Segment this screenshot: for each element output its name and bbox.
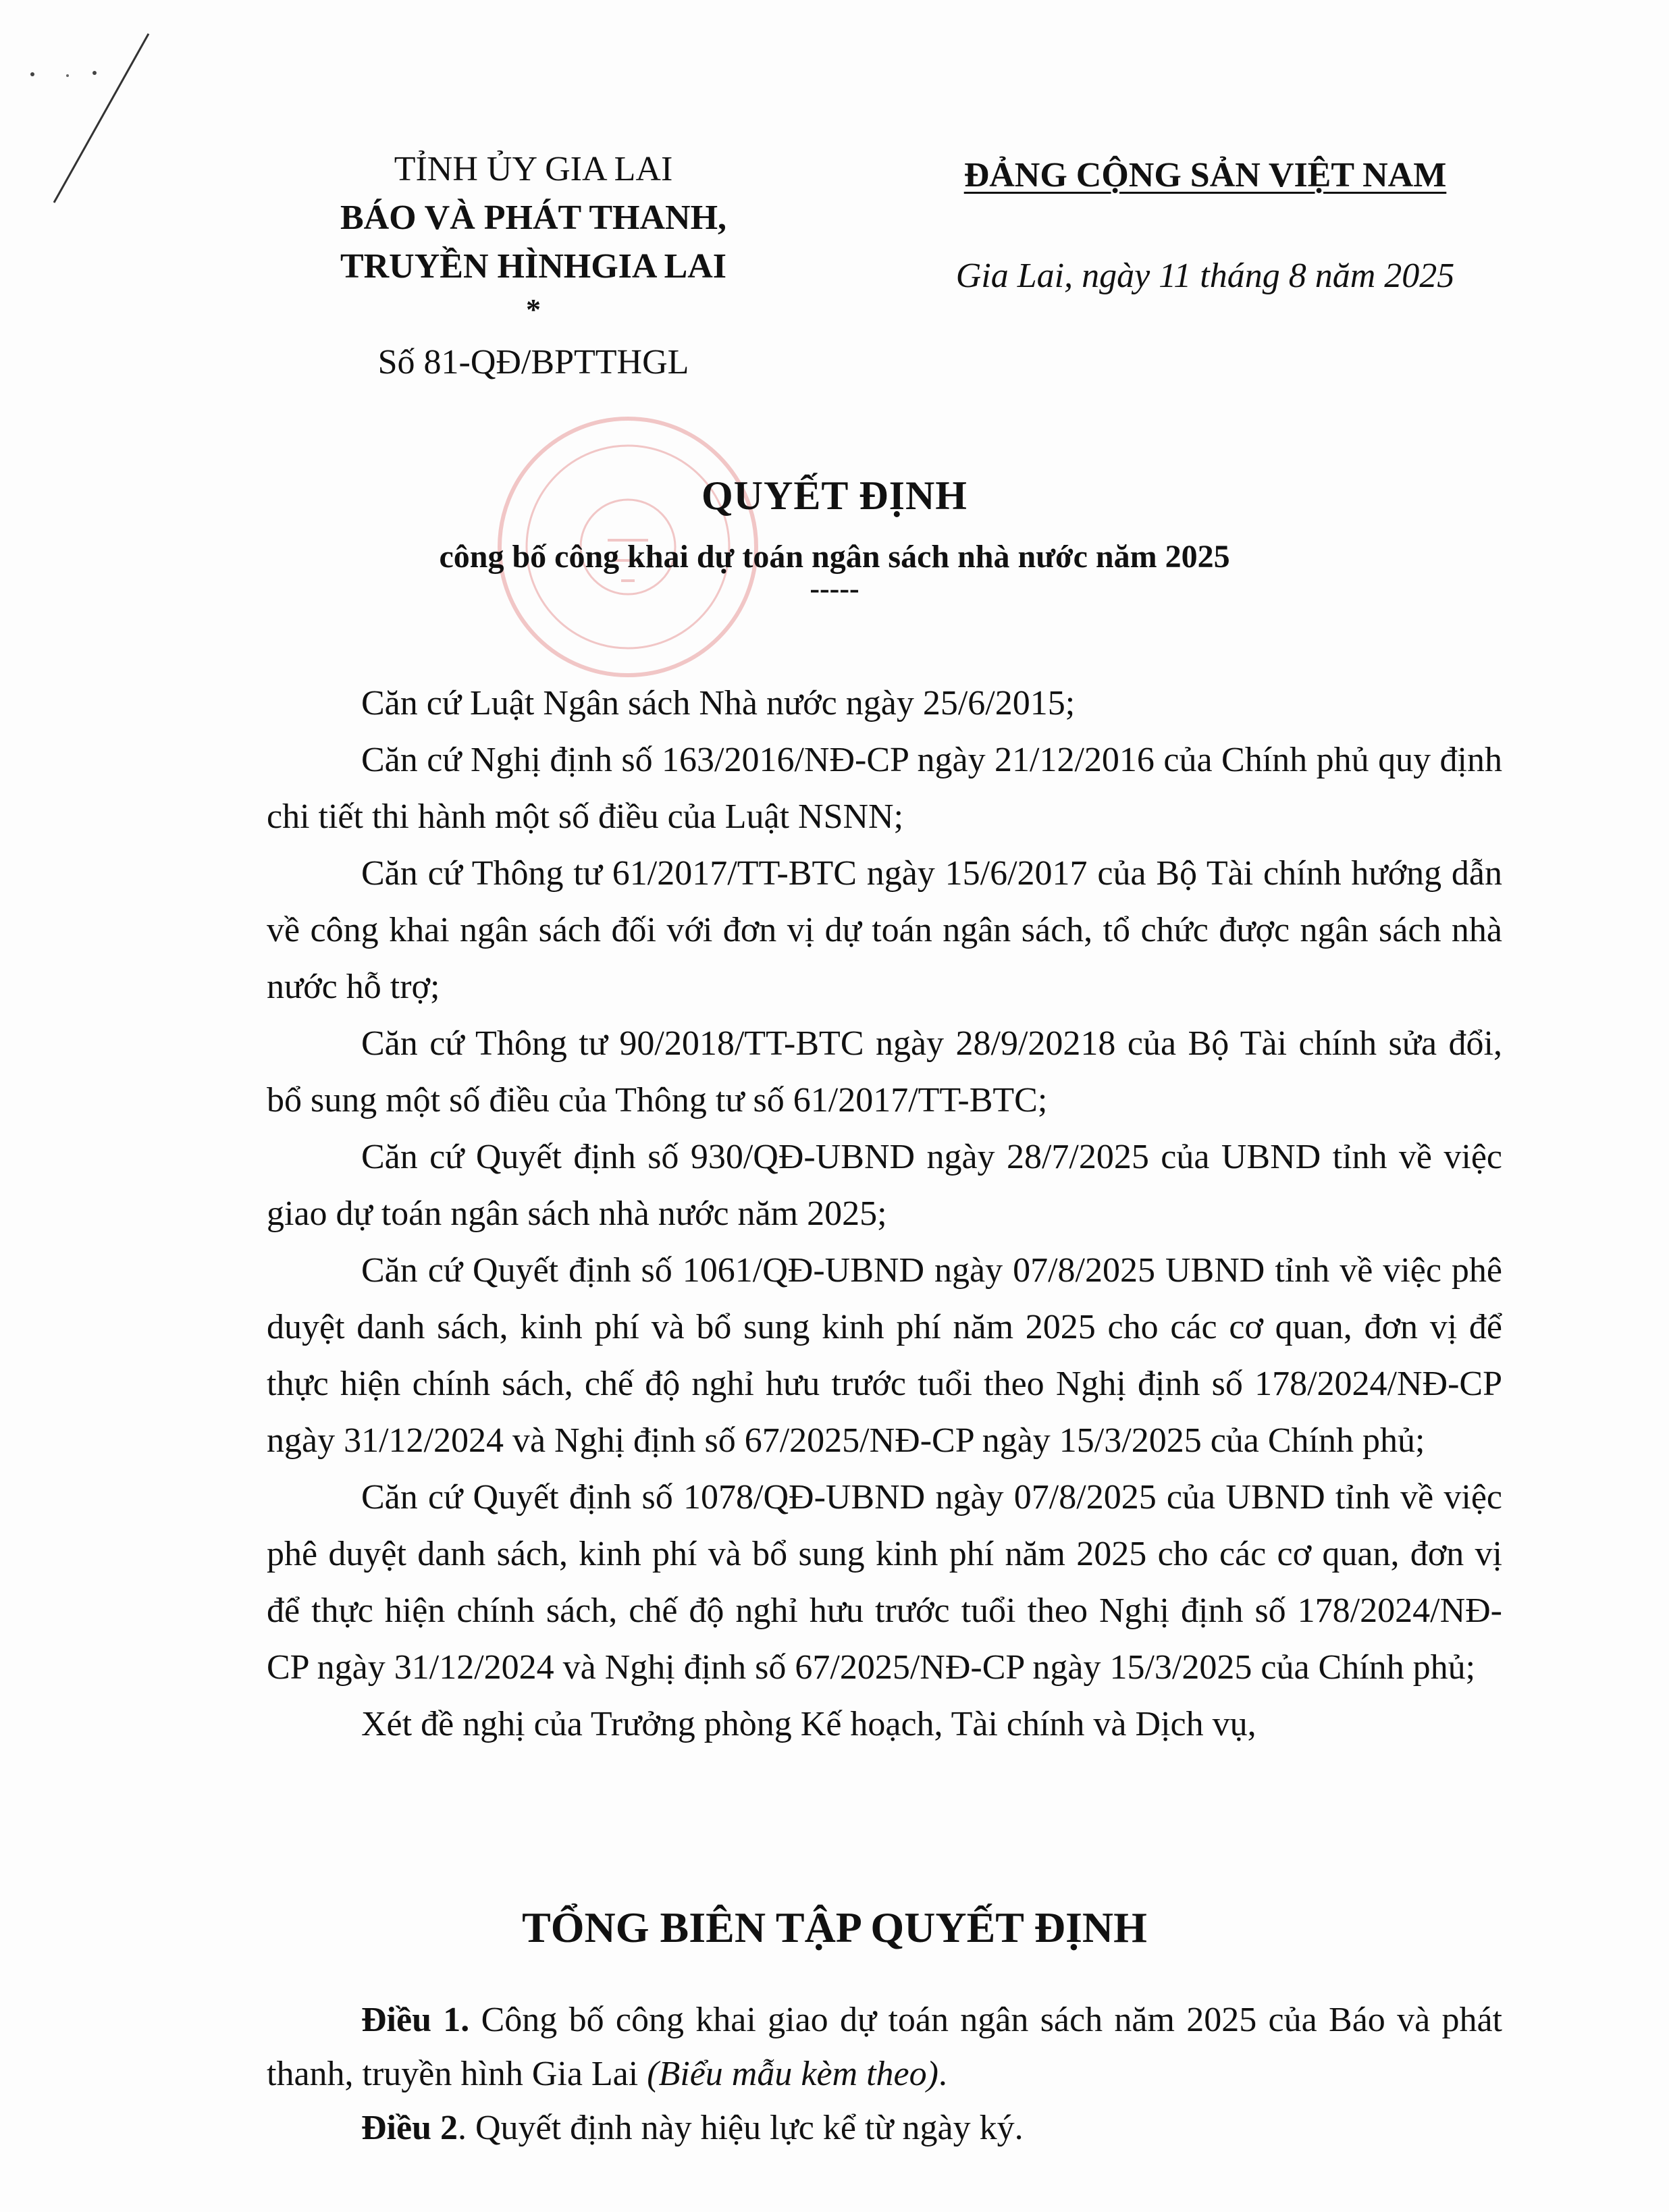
article-text: Công bố công khai giao dự toán ngân sách năm 2025 của Báo và phát thanh, truyền hình Gia Lai: [267, 2001, 1502, 2093]
article-text: . Quyết định này hiệu lực kể từ ngày ký.: [458, 2109, 1024, 2147]
article-1: [267, 1993, 1502, 2101]
article-note: (Biểu mẫu kèm theo): [647, 2055, 938, 2093]
recital-paragraph: Căn cứ Thông tư 90/2018/TT-BTC ngày 28/9/20218 của Bộ Tài chính sửa đổi, bổ sung một số điều của Thông tư số 61/2017/TT-BTC;: [267, 1024, 1502, 1120]
issuing-organization: [257, 152, 810, 380]
decision-heading: TỔNG BIÊN TẬP QUYẾT ĐỊNH: [522, 1903, 1147, 1951]
document-number: Số 81-QĐ/BPTTHGL: [377, 343, 689, 381]
recital-paragraph: Căn cứ Quyết định số 930/QĐ-UBND ngày 28/7/2025 của UBND tỉnh về việc giao dự toán ngân sách nhà nước năm 2025;: [267, 1138, 1502, 1233]
party-header: [925, 155, 1485, 296]
document-title: QUYẾT ĐỊNH: [701, 473, 968, 518]
recital-paragraph: Xét đề nghị của Trưởng phòng Kế hoạch, Tài chính và Dịch vụ,: [361, 1705, 1256, 1743]
article-2: [267, 2101, 1502, 2155]
articles: [267, 1993, 1502, 2155]
recital-paragraph: Căn cứ Luật Ngân sách Nhà nước ngày 25/6/2015;: [361, 684, 1076, 722]
recital-paragraph: Căn cứ Thông tư 61/2017/TT-BTC ngày 15/6/2017 của Bộ Tài chính hướng dẫn về công khai ngân sách đối với đơn vị dự toán ngân sách, tổ chức được ngân sách nhà nước hỗ trợ;: [267, 854, 1502, 1006]
provincial-committee: TỈNH ỦY GIA LAI: [394, 150, 673, 188]
issue-date: Gia Lai, ngày 11 tháng 8 năm 2025: [955, 257, 1455, 295]
article-label: Điều 2: [361, 2109, 458, 2147]
party-name: ĐẢNG CỘNG SẢN VIỆT NAM: [963, 156, 1447, 194]
separator-star: *: [526, 293, 541, 326]
article-tail: .: [938, 2055, 947, 2093]
document-title-block: [0, 473, 1669, 604]
article-label: Điều 1.: [361, 2001, 470, 2039]
scan-mark: [47, 27, 182, 209]
recitals: [267, 675, 1502, 1753]
recital-paragraph: Căn cứ Quyết định số 1078/QĐ-UBND ngày 07/8/2025 của UBND tỉnh về việc phê duyệt danh sách, kinh phí và bổ sung kinh phí năm 2025 cho các cơ quan, đơn vị để thực hiện chính sách, chế độ nghỉ hưu trước tuổi theo Nghị định số 178/2024/NĐ-CP ngày 31/12/2024 và Nghị định số 67/2025/NĐ-CP ngày 15/3/2025 của Chính phủ;: [267, 1478, 1502, 1687]
recital-paragraph: Căn cứ Nghị định số 163/2016/NĐ-CP ngày 21/12/2016 của Chính phủ quy định chi tiết thi hành một số điều của Luật NSNN;: [267, 741, 1502, 836]
document-subtitle: công bố công khai dự toán ngân sách nhà nước năm 2025: [439, 539, 1230, 575]
organization-name-line1: BÁO VÀ PHÁT THANH,: [340, 199, 727, 237]
organization-name-line2: TRUYỀN HÌNHGIA LAI: [340, 247, 727, 286]
scan-dots: [27, 68, 108, 81]
recital-paragraph: Căn cứ Quyết định số 1061/QĐ-UBND ngày 07/8/2025 UBND tỉnh về việc phê duyệt danh sách, kinh phí và bổ sung kinh phí năm 2025 cho các cơ quan, đơn vị để thực hiện chính sách, chế độ nghỉ hưu trước tuổi theo Nghị định số 178/2024/NĐ-CP ngày 31/12/2024 và Nghị định số 67/2025/NĐ-CP ngày 15/3/2025 của Chính phủ;: [267, 1251, 1502, 1460]
title-divider: -----: [810, 572, 859, 605]
